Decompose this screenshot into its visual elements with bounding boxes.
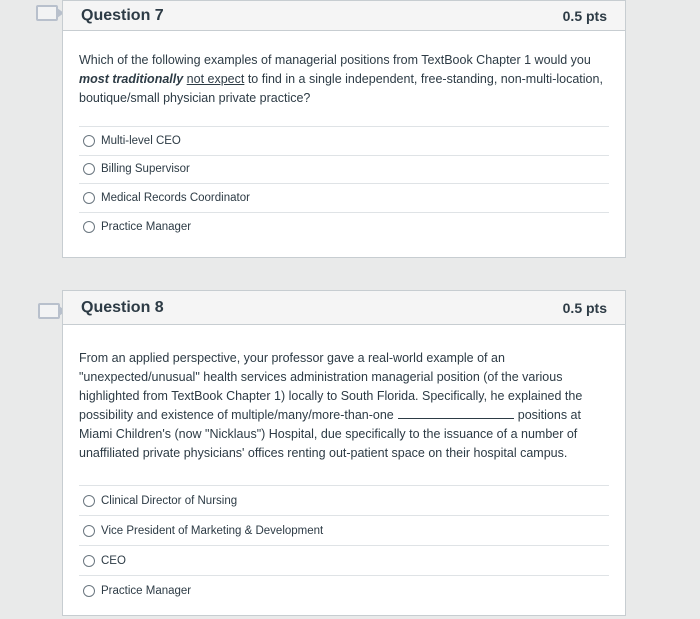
answer-option[interactable]: [79, 213, 609, 242]
answer-label: Billing Supervisor: [101, 163, 190, 176]
answer-option[interactable]: [79, 127, 609, 156]
radio-button[interactable]: [83, 221, 95, 233]
answer-label: Multi-level CEO: [101, 134, 181, 147]
radio-button[interactable]: [83, 163, 95, 175]
question-points: 0.5 pts: [562, 299, 607, 316]
answer-label: Practice Manager: [101, 220, 192, 233]
answer-option[interactable]: [79, 576, 609, 606]
question-7-body: [63, 31, 625, 241]
question-7-header: [63, 1, 625, 31]
question-points: 0.5 pts: [562, 7, 607, 24]
answer-label: CEO: [101, 554, 126, 567]
radio-button[interactable]: [83, 555, 95, 567]
question-8-header: [63, 291, 625, 325]
radio-button[interactable]: [83, 135, 95, 147]
answer-option[interactable]: [79, 486, 609, 516]
radio-button[interactable]: [83, 495, 95, 507]
question-8-body: [63, 325, 625, 606]
question-text: From an applied perspective, your professor gave a real-world example of an "unexpected/unusual" health services administration managerial position (of the various highlighted from TextBook Chapter 1) locally to South Florida. Specifically, he explained the possibility and existence of multiple/many/more-than-one positions at Miami Children's (now "Nicklaus") Hospital, due specifically to the issuance of a number of unaffiliated private physicians' offices renting out-patient space on their hospital campus.: [79, 351, 583, 460]
question-title: Question 8: [81, 298, 164, 316]
question-7-card: [62, 0, 626, 258]
radio-button[interactable]: [83, 585, 95, 597]
radio-button[interactable]: [83, 192, 95, 204]
fill-in-blank: [398, 418, 514, 419]
flag-question-icon[interactable]: [36, 5, 58, 21]
question-8-card: [62, 290, 626, 616]
answer-list: [79, 485, 609, 606]
radio-button[interactable]: [83, 525, 95, 537]
answer-label: Vice President of Marketing & Development: [101, 524, 324, 537]
answer-label: Clinical Director of Nursing: [101, 494, 238, 507]
question-text: Which of the following examples of managerial positions from TextBook Chapter 1 would you most traditionally not expect to find in a single independent, free-standing, non-multi-location, boutique/small physician private practice?: [79, 53, 603, 105]
answer-label: Medical Records Coordinator: [101, 191, 250, 204]
answer-option[interactable]: [79, 156, 609, 185]
answer-option[interactable]: [79, 546, 609, 576]
answer-option[interactable]: [79, 184, 609, 213]
flag-question-icon[interactable]: [38, 303, 60, 319]
question-title: Question 7: [81, 6, 164, 24]
answer-option[interactable]: [79, 516, 609, 546]
answer-list: [79, 126, 609, 241]
answer-label: Practice Manager: [101, 585, 192, 597]
